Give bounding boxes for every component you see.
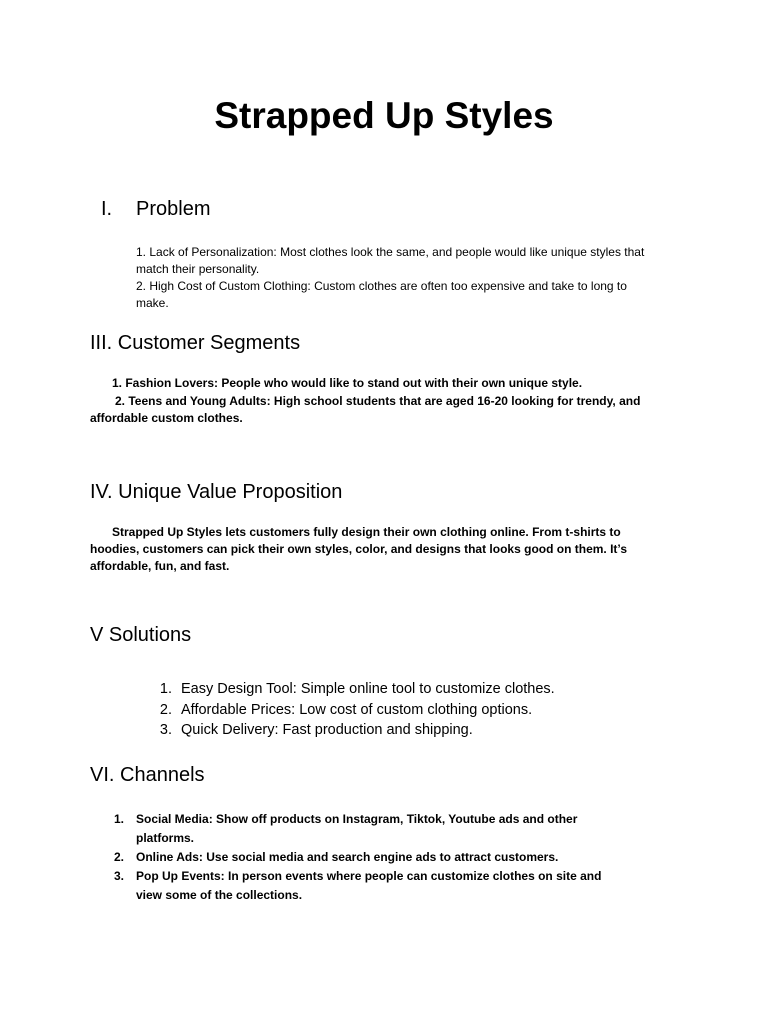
customer-segment-line: 1. Fashion Lovers: People who would like to stand out with their own unique style.: [112, 376, 583, 390]
customer-segment-line: affordable custom clothes.: [90, 411, 243, 425]
channel-item-line: Online Ads: Use social media and search engine ads to attract customers.: [136, 850, 559, 864]
problem-line: 1. Lack of Personalization: Most clothes look the same, and people would like unique styles that: [136, 245, 645, 259]
solution-number: 3.: [159, 722, 172, 738]
channel-number: 1.: [113, 812, 124, 826]
channels-heading: VI. Channels: [90, 764, 205, 786]
channel-number: 2.: [113, 850, 124, 864]
solution-item: Easy Design Tool: Simple online tool to customize clothes.: [181, 681, 555, 697]
customer-segment-line: 2. Teens and Young Adults: High school students that are aged 16-20 looking for trendy, and: [115, 394, 641, 408]
document-title: Strapped Up Styles: [214, 95, 554, 136]
problem-line: match their personality.: [136, 262, 260, 276]
solutions-heading: V Solutions: [90, 624, 192, 646]
problem-line: 2. High Cost of Custom Clothing: Custom clothes are often too expensive and take to long to: [136, 279, 627, 293]
problem-line: make.: [136, 296, 169, 310]
channel-item-line: view some of the collections.: [136, 888, 303, 902]
solution-number: 1.: [159, 681, 172, 697]
solution-item: Affordable Prices: Low cost of custom clothing options.: [181, 701, 533, 718]
solution-item: Quick Delivery: Fast production and shipping.: [181, 722, 473, 738]
value-proposition-line: affordable, fun, and fast.: [90, 559, 230, 573]
channel-item-line: platforms.: [136, 831, 195, 845]
channel-item-line: Pop Up Events: In person events where people can customize clothes on site and: [136, 869, 602, 883]
value-proposition-heading: IV. Unique Value Proposition: [90, 481, 343, 503]
value-proposition-line: Strapped Up Styles lets customers fully design their own clothing online. From t-shirts to: [112, 525, 621, 539]
value-proposition-line: hoodies, customers can pick their own styles, color, and designs that looks good on them. It’s: [90, 542, 627, 556]
channel-number: 3.: [113, 869, 124, 883]
problem-section-number: I.: [101, 198, 113, 220]
solution-number: 2.: [159, 701, 172, 718]
problem-heading: Problem: [136, 198, 211, 220]
customer-segments-heading: III. Customer Segments: [90, 332, 301, 354]
channel-item-line: Social Media: Show off products on Instagram, Tiktok, Youtube ads and other: [136, 812, 578, 826]
